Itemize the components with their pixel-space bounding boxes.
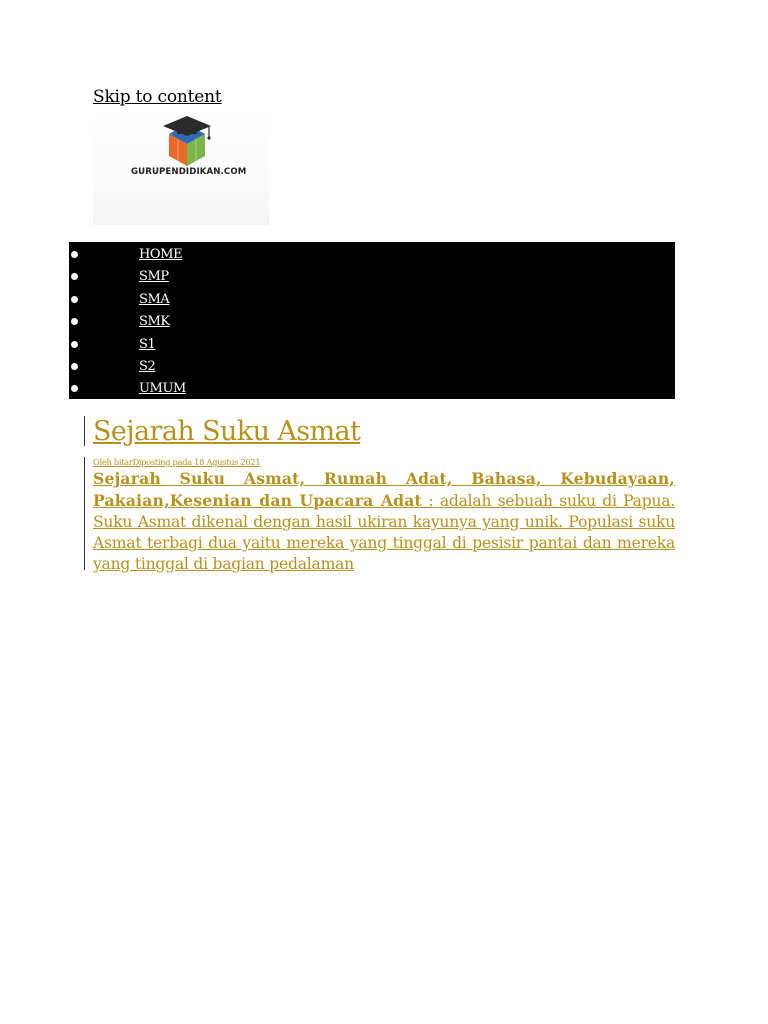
nav-item-smp — [69, 269, 669, 291]
bullet-icon — [71, 363, 78, 370]
nav-menu — [69, 247, 669, 404]
bullet-icon — [71, 318, 78, 325]
article-excerpt-link[interactable] — [93, 468, 675, 575]
bullet-icon — [71, 385, 78, 392]
body-divider — [84, 457, 85, 570]
title-divider — [84, 416, 85, 446]
excerpt-heading: Sejarah Suku Asmat, Rumah Adat, Bahasa, Kebudayaan, Pakaian,Kesenian dan Upacara Adat — [93, 469, 675, 510]
bullet-icon — [71, 251, 78, 258]
nav-item-sma — [69, 292, 669, 314]
nav-link-s1[interactable]: S1 — [139, 336, 156, 352]
main-navigation — [69, 242, 675, 399]
site-logo[interactable] — [93, 110, 269, 225]
bullet-icon — [71, 273, 78, 280]
excerpt-text: : adalah sebuah suku di Papua. Suku Asmat dikenal dengan hasil ukiran kayunya yang unik. Populasi suku Asmat terbagi dua yaitu mereka yang tinggal di pesisir pantai dan mereka yang tinggal di bagian pedalaman — [93, 492, 675, 573]
nav-item-s1 — [69, 337, 669, 359]
article-title-link[interactable]: Sejarah Suku Asmat — [93, 416, 361, 447]
bullet-icon — [71, 341, 78, 348]
article-meta-link[interactable]: Oleh bitarDiposting pada 18 Agustus 2021 — [93, 457, 261, 467]
nav-link-home[interactable]: HOME — [139, 247, 183, 262]
nav-link-sma[interactable]: SMA — [139, 291, 170, 307]
logo-text: GURUPENDIDIKAN.COM — [131, 167, 247, 177]
nav-link-smp[interactable]: SMP — [139, 269, 169, 285]
bullet-icon — [71, 296, 78, 303]
nav-item-s2 — [69, 359, 669, 381]
nav-link-smk[interactable]: SMK — [139, 314, 170, 330]
skip-to-content-link[interactable]: Skip to content — [93, 87, 222, 107]
nav-item-smk — [69, 314, 669, 336]
nav-item-umum — [69, 381, 669, 403]
nav-link-s2[interactable]: S2 — [139, 358, 156, 374]
nav-link-umum[interactable]: UMUM — [139, 381, 186, 397]
nav-item-home — [69, 247, 669, 269]
